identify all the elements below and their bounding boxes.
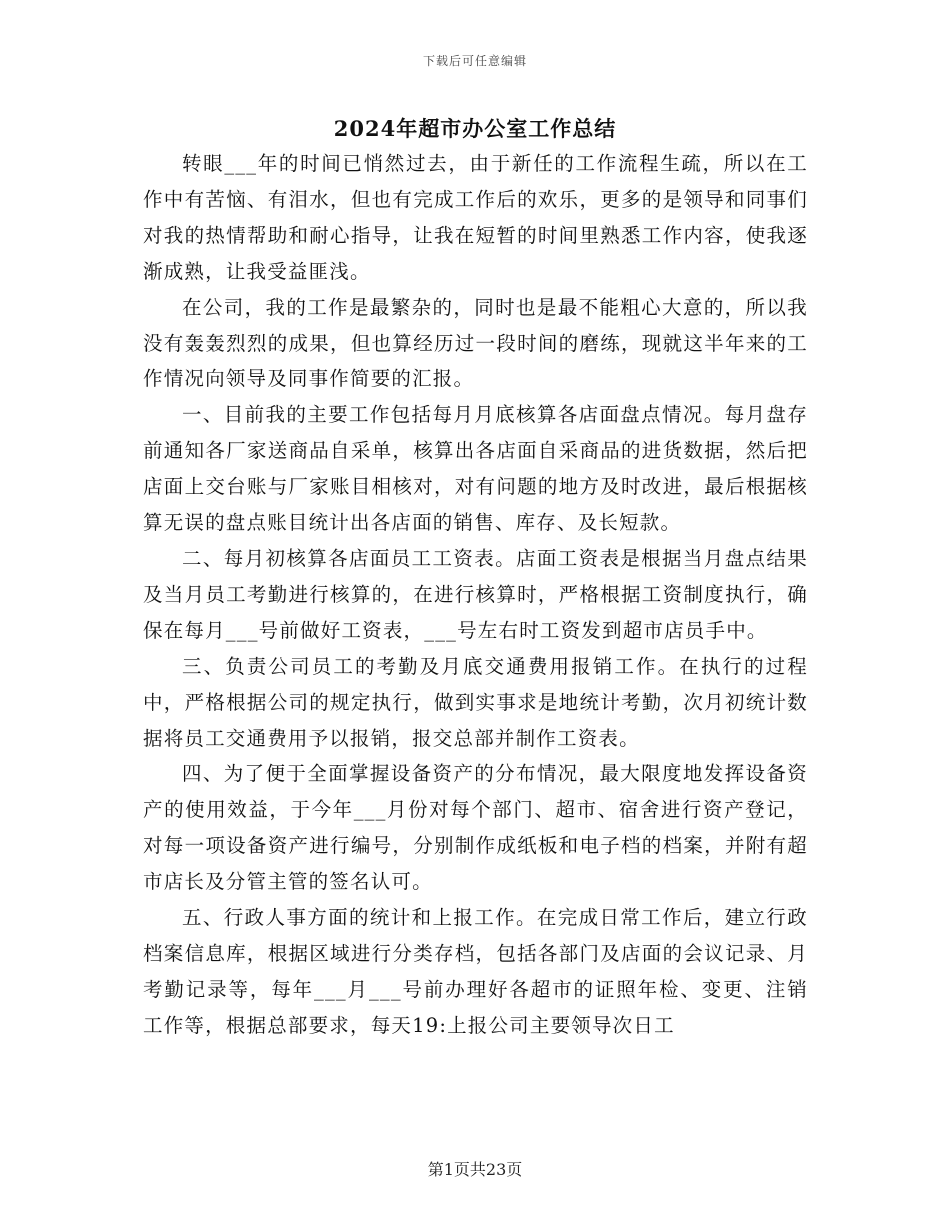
document-body: [143, 146, 808, 1044]
paragraph: 五、行政人事方面的统计和上报工作。在完成日常工作后，建立行政档案信息库，根据区域进行分类存档，包括各部门及店面的会议记录、月考勤记录等，每年___月___号前办理好各超市的证照年检、变更、注销工作等，根据总部要求，每天19:上报公司主要领导次日工: [143, 906, 808, 1037]
paragraph: 二、每月初核算各店面员工工资表。店面工资表是根据当月盘点结果及当月员工考勤进行核算的，在进行核算时，严格根据工资制度执行，确保在每月___号前做好工资表，___号左右时工资发到超市店员手中。: [143, 546, 808, 642]
document-title: 2024年超市办公室工作总结: [333, 116, 617, 141]
paragraph: 三、负责公司员工的考勤及月底交通费用报销工作。在执行的过程中，严格根据公司的规定执行，做到实事求是地统计考勤，次月初统计数据将员工交通费用予以报销，报交总部并制作工资表。: [143, 654, 808, 750]
paragraph: 转眼___年的时间已悄然过去，由于新任的工作流程生疏，所以在工作中有苦恼、有泪水，但也有完成工作后的欢乐，更多的是领导和同事们对我的热情帮助和耐心指导，让我在短暂的时间里熟悉工作内容，使我逐渐成熟，让我受益匪浅。: [143, 152, 808, 283]
paragraph: 在公司，我的工作是最繁杂的，同时也是最不能粗心大意的，所以我没有轰轰烈烈的成果，但也算经历过一段时间的磨练，现就这半年来的工作情况向领导及同事作简要的汇报。: [143, 295, 808, 391]
page-header: 下载后可任意编辑: [422, 54, 527, 68]
page-number: 第1页共23页: [427, 1160, 523, 1179]
paragraph: 四、为了便于全面掌握设备资产的分布情况，最大限度地发挥设备资产的使用效益，于今年___月份对每个部门、超市、宿舍进行资产登记，对每一项设备资产进行编号，分别制作成纸板和电子档的档案，并附有超市店长及分管主管的签名认可。: [143, 762, 808, 894]
paragraph: 一、目前我的主要工作包括每月月底核算各店面盘点情况。每月盘存前通知各厂家送商品自采单，核算出各店面自采商品的进货数据，然后把店面上交台账与厂家账目相核对，对有问题的地方及时改进，最后根据核算无误的盘点账目统计出各店面的销售、库存、及长短款。: [143, 403, 808, 535]
